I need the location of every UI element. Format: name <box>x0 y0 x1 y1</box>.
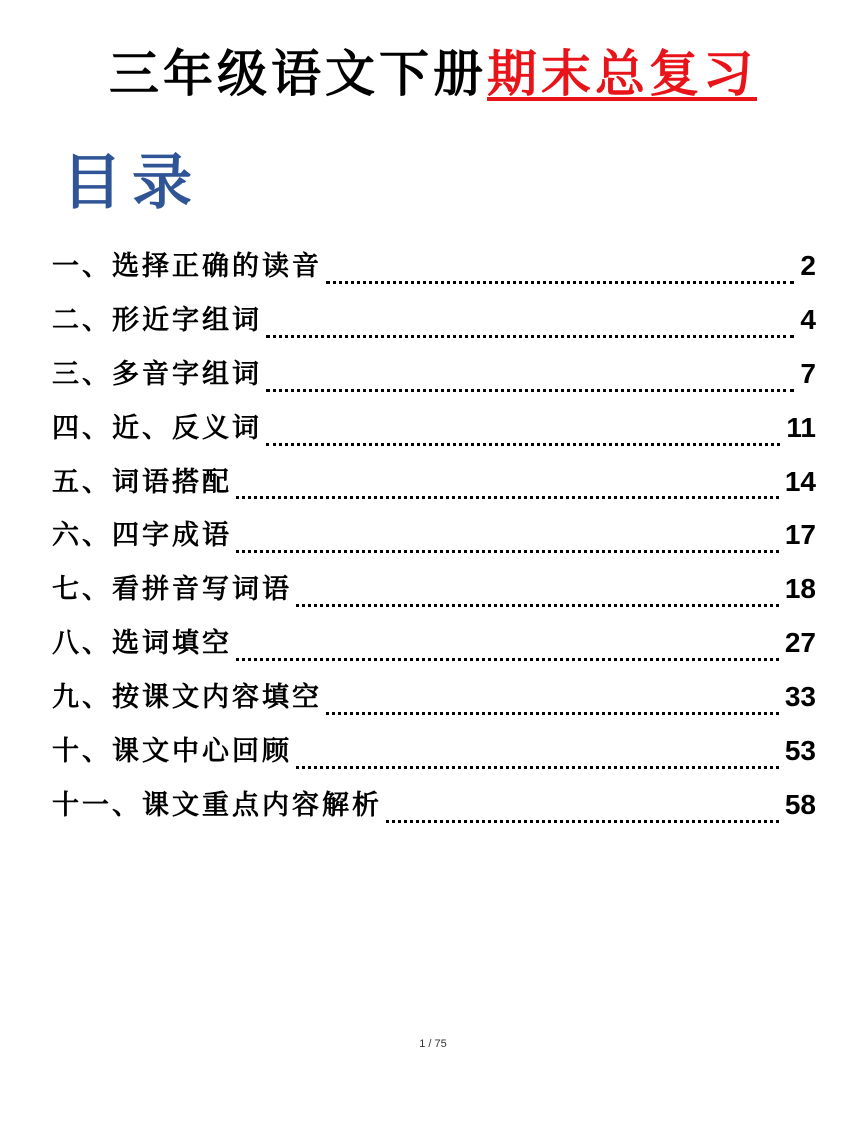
toc-entry[interactable] <box>52 244 816 298</box>
toc-entry-label: 四、近、反义词 <box>52 412 262 444</box>
toc-leader-dots <box>266 389 794 392</box>
toc-entry-page: 58 <box>784 788 816 820</box>
table-of-contents <box>52 244 816 837</box>
page-indicator: 1 / 75 <box>419 1038 447 1050</box>
toc-entry[interactable] <box>52 621 816 675</box>
toc-entry-page: 11 <box>786 411 816 443</box>
toc-entry-page: 53 <box>784 735 816 767</box>
toc-entry-label: 五、词语搭配 <box>52 466 232 498</box>
toc-entry[interactable] <box>52 460 816 514</box>
toc-entry-page: 2 <box>800 250 816 281</box>
toc-leader-dots <box>236 496 779 499</box>
toc-leader-dots <box>326 281 794 284</box>
toc-leader-dots <box>296 604 779 607</box>
toc-leader-dots <box>236 658 779 661</box>
toc-entry-label: 七、看拼音写词语 <box>52 574 292 606</box>
toc-entry[interactable] <box>52 298 816 352</box>
title-main: 三年级语文下册 <box>109 44 487 103</box>
toc-entry-page: 17 <box>784 519 816 551</box>
toc-entry-label: 八、选词填空 <box>52 628 232 660</box>
document-title <box>0 42 866 106</box>
toc-entry-label: 一、选择正确的读音 <box>52 251 322 282</box>
toc-leader-dots <box>386 820 779 823</box>
toc-entry-page: 33 <box>784 681 816 713</box>
toc-entry-page: 7 <box>800 357 816 389</box>
toc-entry-page: 4 <box>800 303 816 335</box>
toc-entry-page: 18 <box>784 573 816 605</box>
toc-leader-dots <box>326 712 779 715</box>
toc-entry-label: 二、形近字组词 <box>52 304 262 336</box>
toc-entry-page: 27 <box>784 627 816 659</box>
toc-entry-label: 九、按课文内容填空 <box>52 682 322 714</box>
toc-entry[interactable] <box>52 675 816 729</box>
toc-entry-label: 十、课文中心回顾 <box>52 736 292 768</box>
title-highlight: 期末总复习 <box>487 44 757 103</box>
toc-entry-label: 六、四字成语 <box>52 520 232 552</box>
toc-heading: 目录 <box>62 148 202 218</box>
toc-entry[interactable] <box>52 513 816 567</box>
toc-leader-dots <box>296 766 779 769</box>
toc-leader-dots <box>266 443 780 446</box>
toc-entry[interactable] <box>52 406 816 460</box>
toc-entry-page: 14 <box>784 465 816 497</box>
toc-leader-dots <box>266 335 794 338</box>
toc-entry[interactable] <box>52 567 816 621</box>
toc-entry-label: 十一、课文重点内容解析 <box>52 789 382 821</box>
toc-leader-dots <box>236 550 779 553</box>
toc-entry[interactable] <box>52 783 816 837</box>
toc-entry[interactable] <box>52 729 816 783</box>
toc-entry-label: 三、多音字组词 <box>52 358 262 390</box>
toc-entry[interactable] <box>52 352 816 406</box>
